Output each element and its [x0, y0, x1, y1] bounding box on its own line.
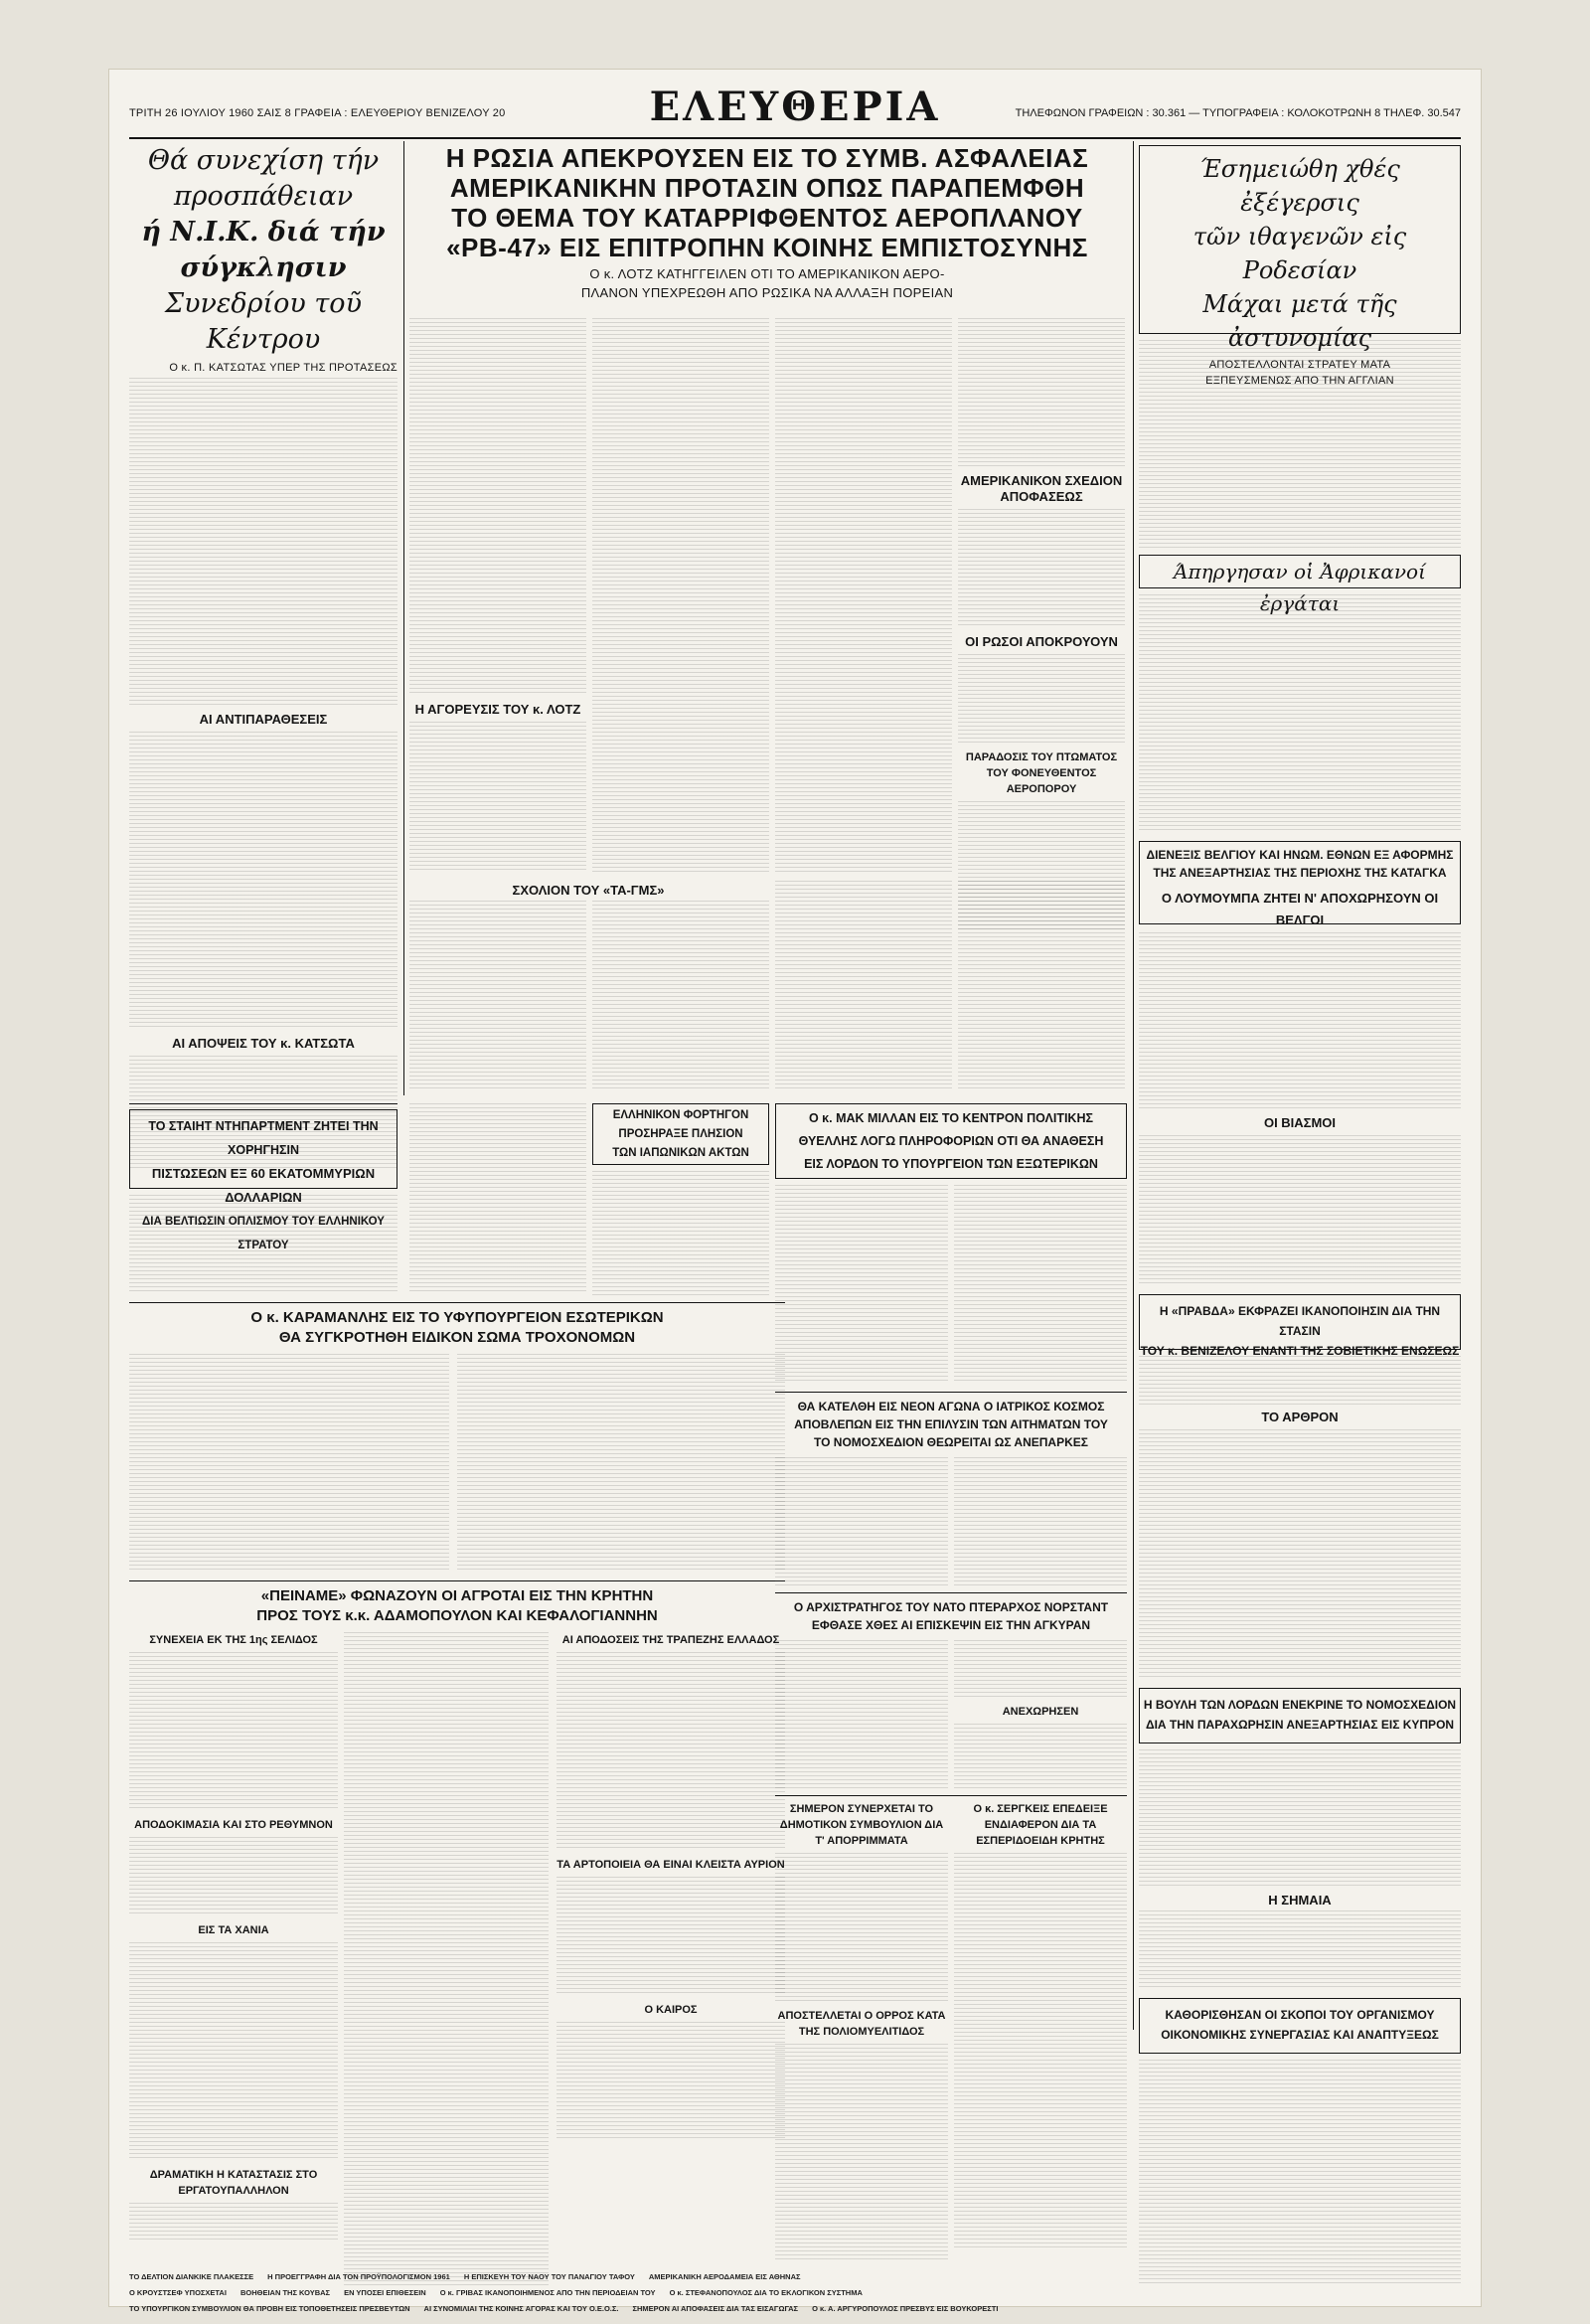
misc-col-a — [409, 1103, 586, 1292]
russia-headline-3: ΤΟ ΘΕΜΑ ΤΟΥ ΚΑΤΑΡΡΙΦΘΕΝΤΟΣ ΑΕΡΟΠΛΑΝΟΥ — [451, 203, 1083, 233]
masthead-title: ΕΛΕΥΘΕΡΙΑ — [649, 83, 941, 130]
article-ntiparta-box — [129, 1109, 398, 1251]
trapeza-body — [556, 1652, 785, 1851]
africa-body — [1139, 594, 1461, 833]
crete-body-1 — [129, 1652, 338, 1811]
arthron-heading: ΤΟ ΑΡΘΡΟΝ — [1261, 1410, 1339, 1424]
grivas-heading: Ο κ. ΓΡΙΒΑΣ ΙΚΑΝΟΠΟΙΗΜΕΝΟΣ ΑΠΟ ΤΗΝ ΠΕΡΙΟΔΕΙΑΝ ΤΟΥ — [439, 2288, 656, 2297]
crete-body-col2 — [344, 1632, 549, 2288]
naos-heading: Η ΕΠΙΣΚΕΥΗ ΤΟΥ ΝΑΟΥ ΤΟΥ ΠΑΝΑΓΙΟΥ ΤΑΦΟΥ — [463, 2272, 635, 2281]
nato-headline-1: Ο ΑΡΧΙΣΤΡΑΤΗΓΟΣ ΤΟΥ ΝΑΤΟ ΠΤΕΡΑΡΧΟΣ ΝΟΡΣΤΑΝΤ — [793, 1600, 1109, 1614]
oecd-headline-1: ΚΑΘΟΡΙΣΘΗΣΑΝ ΟΙ ΣΚΟΠΟΙ ΤΟΥ ΟΡΓΑΝΙΣΜΟΥ — [1165, 2008, 1435, 2022]
sergkeis-body — [954, 1853, 1127, 2250]
arthron-body — [1139, 1429, 1461, 1678]
karamanlis-body-2 — [457, 1354, 785, 1573]
viasmoi-body — [1139, 1135, 1461, 1284]
agora-heading: ΑΙ ΣΥΝΟΜΙΛΙΑΙ ΤΗΣ ΚΟΙΝΗΣ ΑΓΟΡΑΣ ΚΑΙ ΤΟΥ Ο.Ε.Ο.Σ. — [423, 2304, 619, 2313]
karamanlis-headline-1: Ο κ. ΚΑΡΑΜΑΝΛΗΣ ΕΙΣ ΤΟ ΥΦΥΠΟΥΡΓΕΙΟΝ ΕΣΩΤΕΡΙΚΩΝ — [250, 1309, 664, 1326]
pravda-body — [1139, 1356, 1461, 1406]
nik-headline-1: Θά συνεχίση τήν προσπάθειαν — [147, 145, 380, 212]
doctors-headline-2: ΑΠΟΒΛΕΠΩΝ ΕΙΣ ΤΗΝ ΕΠΙΛΥΣΙΝ ΤΩΝ ΑΙΤΗΜΑΤΩΝ ΤΟΥ — [794, 1417, 1108, 1431]
belgium-body — [1139, 932, 1461, 1111]
nato-col2 — [954, 1640, 1127, 1789]
lords-body — [1139, 1749, 1461, 1889]
dimotiko — [775, 1801, 948, 2262]
macmillan-headline-3: ΕΙΣ ΛΟΡΔΟΝ ΤΟ ΥΠΟΥΡΓΕΙΟΝ ΤΩΝ ΕΞΩΤΕΡΙΚΩΝ — [804, 1157, 1098, 1171]
macmillan-body-1 — [775, 1185, 948, 1384]
misc-body-a — [409, 1103, 586, 1292]
masthead-rule — [129, 137, 1461, 139]
lords-headline-2: ΔΙΑ ΤΗΝ ΠΑΡΑΧΩΡΗΣΙΝ ΑΝΕΞΑΡΤΗΣΙΑΣ ΕΙΣ ΚΥΠΡΟΝ — [1145, 1718, 1455, 1732]
oecd-body — [1139, 2060, 1461, 2286]
ntiparta-headline-3: ΔΙΑ ΒΕΛΤΙΩΣΙΝ ΟΠΛΙΣΜΟΥ ΤΟΥ ΕΛΛΗΝΙΚΟΥ ΣΤΡΑΤΟΥ — [142, 1216, 385, 1251]
kroustsef-headline-3: ΕΝ ΥΠΟΣΕΙ ΕΠΙΘΕΣΕΙΝ — [344, 2288, 426, 2297]
karamanlis-body-1 — [129, 1354, 449, 1573]
macmillan-headline-1: Ο κ. ΜΑΚ ΜΙΛΛΑΝ ΕΙΣ ΤΟ ΚΕΝΤΡΟΝ ΠΟΛΙΤΙΚΗΣ — [808, 1111, 1093, 1125]
anexorisen-heading: ΑΝΕΧΩΡΗΣΕΝ — [1002, 1706, 1079, 1718]
kairos-heading: Ο ΚΑΙΡΟΣ — [644, 2004, 698, 2016]
ntiparta-body — [129, 1195, 398, 1294]
russia-headline-1: Η ΡΩΣΙΑ ΑΠΕΚΡΟΥΣΕΝ ΕΙΣ ΤΟ ΣΥΜΒ. ΑΣΦΑΛΕΙΑΣ — [445, 143, 1089, 173]
oecd-headline-2: ΟΙΚΟΝΟΜΙΚΗΣ ΣΥΝΕΡΓΑΣΙΑΣ ΚΑΙ ΑΝΑΠΤΥΞΕΩΣ — [1161, 2028, 1439, 2042]
aerodromio-heading: ΑΜΕΡΙΚΑΝΙΚΗ ΑΕΡΟΔΑΜΕΙΑ ΕΙΣ ΑΘΗΝΑΣ — [648, 2272, 801, 2281]
article-rhodesia-box — [1139, 145, 1461, 387]
short-items-strip-3 — [129, 2272, 1461, 2286]
dimotiko-heading: ΣΗΜΕΡΟΝ ΣΥΝΕΡΧΕΤΑΙ ΤΟ ΔΗΜΟΤΙΚΟΝ ΣΥΜΒΟΥΛΙΟΝ ΔΙΑ Τ' ΑΠΟΡΡΙΜΜΑΤΑ — [779, 1803, 944, 1847]
row-rule — [775, 1795, 1127, 1796]
russia-body-col1b — [409, 722, 586, 871]
article-nato — [775, 1598, 1127, 1634]
doctors-body-2 — [954, 1457, 1127, 1586]
rhodesia-sub-2: ΕΞΠΕΥΣΜΕΝΩΣ ΑΠΟ ΤΗΝ ΑΓΓΛΙΑΝ — [1205, 375, 1394, 387]
artopoleia-body — [556, 1877, 785, 1996]
japan-headline-3: ΤΩΝ ΙΑΠΩΝΙΚΩΝ ΑΚΤΩΝ — [612, 1147, 749, 1159]
rosoi-heading: ΟΙ ΡΩΣΟΙ ΑΠΟΚΡΟΥΟΥΝ — [965, 634, 1118, 649]
africa-headline: Άπηργησαν οἱ Ἀφρικανοί ἐργάται — [1174, 560, 1426, 615]
kroustsef-headline-2: ΒΟΗΘΕΙΑΝ ΤΗΣ ΚΟΥΒΑΣ — [239, 2288, 331, 2297]
ston-ptaina-heading: ΔΡΑΜΑΤΙΚΗ Η ΚΑΤΑΣΤΑΣΙΣ ΣΤΟ ΕΡΓΑΤΟΥΠΑΛΛΗΛΟΝ — [149, 2169, 318, 2197]
simaia — [1139, 1893, 1461, 1909]
arthron — [1139, 1410, 1461, 1425]
russia-body-col4e — [958, 881, 1125, 1089]
doctors-headline-1: ΘΑ ΚΑΤΕΛΘΗ ΕΙΣ ΝΕΟΝ ΑΓΩΝΑ Ο ΙΑΤΡΙΚΟΣ ΚΟΣΜΟΣ — [797, 1400, 1105, 1413]
russia-body-col3b — [775, 881, 952, 1089]
doctors-body-1 — [775, 1457, 948, 1586]
misc-col-b — [556, 1632, 785, 2141]
masthead — [129, 83, 1461, 131]
rhodesia-sub-1: ΑΠΟΣΤΕΛΛΟΝΤΑΙ ΣΤΡΑΤΕΥ ΜΑΤΑ — [1208, 359, 1391, 371]
row-rule — [775, 1392, 1127, 1393]
row-rule — [129, 1580, 785, 1581]
anexorisen-body — [954, 1724, 1127, 1789]
japan-body — [592, 1171, 769, 1296]
article-russia — [409, 143, 1125, 304]
article-nik — [129, 143, 398, 1170]
viasmoi-heading: ΟΙ ΒΙΑΣΜΟΙ — [1263, 1115, 1337, 1130]
sxolion — [409, 883, 767, 899]
crete-apodokimasia: ΑΠΟΔΟΚΙΜΑΣΙΑ ΚΑΙ ΣΤΟ ΡΕΘΥΜΝΟΝ — [134, 1819, 333, 1831]
lotz-heading: Η ΑΓΟΡΕΥΣΙΣ ΤΟΥ κ. ΛΟΤΖ — [414, 702, 581, 717]
crete-headline-1: «ΠΕΙΝΑΜΕ» ΦΩΝΑΖΟΥΝ ΟΙ ΑΓΡΟΤΑΙ ΕΙΣ ΤΗΝ ΚΡΗΤΗΝ — [260, 1587, 654, 1604]
article-belgium-box — [1139, 841, 1461, 927]
article-crete — [129, 1586, 785, 1626]
russia-body-col3 — [775, 318, 952, 875]
japan-headline-1: ΕΛΛΗΝΙΚΟΝ ΦΟΡΤΗΓΟΝ — [612, 1109, 749, 1121]
russia-sub-1: Ο κ. ΛΟΤΖ ΚΑΤΗΓΓΕΙΛΕΝ ΟΤΙ ΤΟ ΑΜΕΡΙΚΑΝΙΚΟΝ ΑΕΡΟ- — [589, 266, 945, 281]
nik-antiparatheseis: ΑΙ ΑΝΤΙΠΑΡΑΘΕΣΕΙΣ — [199, 712, 328, 727]
short-items-strip-2 — [129, 2304, 1461, 2318]
russia-headline-2: ΑΜΕΡΙΚΑΝΙΚΗΝ ΠΡΟΤΑΣΙΝ ΟΠΩΣ ΠΑΡΑΠΕΜΦΘΗ — [449, 173, 1085, 203]
pravda-headline-1: Η «ΠΡΑΒΔΑ» ΕΚΦΡΑΖΕΙ ΙΚΑΝΟΠΟΙΗΣΙΝ ΔΙΑ ΤΗΝ ΣΤΑΣΙΝ — [1159, 1304, 1441, 1338]
orros-heading: ΑΠΟΣΤΕΛΛΕΤΑΙ Ο ΟΡΡΟΣ ΚΑΤΑ ΤΗΣ ΠΟΛΙΟΜΥΕΛΙΤΙΔΟΣ — [777, 2010, 946, 2038]
nik-headline-3: Συνεδρίου τοῦ Κέντρου — [165, 288, 362, 355]
belgium-sub: Ο ΛΟΥΜΟΥΜΠΑ ΖΗΤΕΙ Ν' ΑΠΟΧΩΡΗΣΟΥΝ ΟΙ ΒΕΛΓΟΙ — [1161, 891, 1439, 927]
masthead-phones: ΤΗΛΕΦΩΝΟΝ ΓΡΑΦΕΙΩΝ : 30.361 — ΤΥΠΟΓΡΑΦΕΙΑ : ΚΟΛΟΚΟΤΡΩΝΗ 8 ΤΗΛΕΦ. 30.547 — [1015, 107, 1461, 119]
russia-lotz — [409, 702, 586, 718]
lords-headline-1: Η ΒΟΥΛΗ ΤΩΝ ΛΟΡΔΩΝ ΕΝΕΚΡΙΝΕ ΤΟ ΝΟΜΟΣΧΕΔΙΟΝ — [1143, 1698, 1457, 1712]
column-rule — [403, 141, 404, 1095]
newspaper-page — [109, 70, 1481, 2306]
row-rule — [129, 1302, 785, 1303]
russia-body-col1 — [409, 318, 586, 696]
sxolion-heading: ΣΧΟΛΙΟΝ ΤΟΥ «ΤΑ-ΓΜΣ» — [512, 883, 665, 898]
article-africa-box — [1139, 555, 1461, 615]
trapeza-heading: ΑΙ ΑΠΟΔΟΣΕΙΣ ΤΗΣ ΤΡΑΠΕΖΗΣ ΕΛΛΑΔΟΣ — [561, 1634, 780, 1646]
russia-col4 — [958, 318, 1125, 930]
article-oecd-box — [1139, 1998, 1461, 2054]
ntiparta-headline-1: ΤΟ ΣΤΑΙΗΤ ΝΤΗΠΑΡΤΜΕΝΤ ΖΗΤΕΙ ΤΗΝ ΧΟΡΗΓΗΣΙΝ — [148, 1119, 379, 1157]
column-rule — [1133, 141, 1134, 2030]
deltion-heading: ΤΟ ΔΕΛΤΙΟΝ ΔΙΑΝΚΙΚΕ ΠΛΑΚΕΣΣΕ — [129, 2272, 254, 2281]
ntiparta-headline-2: ΠΙΣΤΩΣΕΩΝ ΕΞ 60 ΕΚΑΤΟΜΜΥΡΙΩΝ ΔΟΛΛΑΡΙΩΝ — [151, 1166, 376, 1205]
nik-sub: Ο κ. Π. ΚΑΤΣΩΤΑΣ ΥΠΕΡ ΤΗΣ ΠΡΟΤΑΣΕΩΣ — [169, 362, 398, 374]
crete-body-3 — [129, 1942, 338, 2161]
article-japan-box — [592, 1103, 769, 1165]
crete-xania: ΕΙΣ ΤΑ ΧΑΝΙΑ — [198, 1924, 269, 1936]
belgium-headline-2: ΤΗΣ ΑΝΕΞΑΡΤΗΣΙΑΣ ΤΗΣ ΠΕΡΙΟΧΗΣ ΤΗΣ ΚΑΤΑΓΚΑ — [1153, 866, 1447, 880]
masthead-date-line: ΤΡΙΤΗ 26 ΙΟΥΛΙΟΥ 1960 ΣΑΙΣ 8 ΓΡΑΦΕΙΑ : ΕΛΕΥΘΕΡΙΟΥ ΒΕΝΙΖΕΛΟΥ 20 — [129, 107, 506, 119]
artopoleia-heading: ΤΑ ΑΡΤΟΠΟΙΕΙΑ ΘΑ ΕΙΝΑΙ ΚΛΕΙΣΤΑ ΑΥΡΙΟΝ — [556, 1859, 785, 1871]
short-items-strip — [129, 2288, 1461, 2302]
nik-body — [129, 378, 398, 706]
crete-body-4 — [129, 2203, 338, 2242]
simaia-heading: Η ΣΗΜΑΙΑ — [1268, 1893, 1332, 1908]
row-rule — [129, 1103, 398, 1104]
crete-synexeia: ΣΥΝΕΧΕΙΑ ΕΚ ΤΗΣ 1ης ΣΕΛΙΔΟΣ — [149, 1634, 318, 1646]
simaia-body — [1139, 1910, 1461, 1990]
rhodesia-headline-2: τῶν ιθαγενῶν εἰς Ροδεσίαν — [1192, 223, 1407, 284]
russia-body-col4c — [958, 654, 1125, 744]
article-karamanlis — [129, 1308, 785, 1348]
russia-body-col4b — [958, 509, 1125, 628]
eisagoges-heading: ΣΗΜΕΡΟΝ ΑΙ ΑΠΟΦΑΣΕΙΣ ΔΙΑ ΤΑΣ ΕΙΣΑΓΩΓΑΣ — [632, 2304, 799, 2313]
russia-body-col4a — [958, 318, 1125, 467]
stefanopoulos-heading: Ο κ. ΣΤΕΦΑΝΟΠΟΥΛΟΣ ΔΙΑ ΤΟ ΕΚΛΟΓΙΚΟΝ ΣΥΣΤΗΜΑ — [669, 2288, 863, 2297]
rhodesia-headline-3: Μάχαι μετά τῆς ἀστυνομίας — [1202, 290, 1397, 352]
russia-headline-4: «ΡΒ-47» ΕΙΣ ΕΠΙΤΡΟΠΗΝ ΚΟΙΝΗΣ ΕΜΠΙΣΤΟΣΥΝΗΣ — [446, 233, 1088, 262]
viasmoi — [1139, 1115, 1461, 1131]
article-pravda-box — [1139, 1294, 1461, 1358]
macmillan-body-2 — [954, 1185, 1127, 1384]
lotz-body-2 — [409, 901, 586, 1089]
article-lords-box — [1139, 1688, 1461, 1743]
nik-apopseis: ΑΙ ΑΠΟΨΕΙΣ ΤΟΥ κ. ΚΑΤΣΩΤΑ — [172, 1036, 355, 1051]
rhodesia-headline-1: Έσημειώθη χθές ἐξέγερσις — [1199, 155, 1400, 217]
nik-body-2 — [129, 732, 398, 1030]
symvoulio-heading: ΤΟ ΥΠΟΥΡΓΙΚΟΝ ΣΥΜΒΟΥΛΙΟΝ ΘΑ ΠΡΟΒΗ ΕΙΣ ΤΟΠΟΘΕΤΗΣΕΙΣ ΠΡΕΣΒΕΥΤΩΝ — [129, 2304, 410, 2313]
crete-headline-2: ΠΡΟΣ ΤΟΥΣ κ.κ. ΑΔΑΜΟΠΟΥΛΟΝ ΚΑΙ ΚΕΦΑΛΟΓΙΑΝΝΗΝ — [256, 1607, 658, 1624]
macmillan-headline-2: ΘΥΕΛΛΗΣ ΛΟΓΩ ΠΛΗΡΟΦΟΡΙΩΝ ΟΤΙ ΘΑ ΑΝΑΘΕΣΗ — [798, 1134, 1104, 1148]
nato-body-2 — [954, 1640, 1127, 1700]
proeggrafi-heading: Η ΠΡΟΕΓΓΡΑΦΗ ΔΙΑ ΤΟΝ ΠΡΟΫΠΟΛΟΓΙΣΜΟΝ 1961 — [267, 2272, 450, 2281]
orros-body — [775, 2044, 948, 2262]
rhodesia-body — [1139, 340, 1461, 549]
japan-headline-2: ΠΡΟΣΗΡΑΞΕ ΠΛΗΣΙΟΝ — [618, 1128, 743, 1140]
amerikanikon-heading: ΑΜΕΡΙΚΑΝΙΚΟΝ ΣΧΕΔΙΟΝ ΑΠΟΦΑΣΕΩΣ — [960, 473, 1123, 504]
kroustsef-headline-1: Ο ΚΡΟΥΣΤΣΕΦ ΥΠΟΣΧΕΤΑΙ — [129, 2288, 227, 2297]
kairos-body — [556, 2022, 785, 2141]
russia-body-col2 — [592, 318, 769, 875]
dimotiko-body — [775, 1853, 948, 2002]
nik-headline-2: ή Ν.Ι.Κ. διά τήν σύγκλησιν — [141, 217, 386, 283]
article-doctors — [775, 1398, 1127, 1451]
article-macmillan-box — [775, 1103, 1127, 1179]
row-rule — [775, 1592, 1127, 1593]
crete-body-2 — [129, 1837, 338, 1916]
sergkeis-heading: Ο κ. ΣΕΡΓΚΕΙΣ ΕΠΕΔΕΙΞΕ ΕΝΔΙΑΦΕΡΟΝ ΔΙΑ ΤΑ ΕΣΠΕΡΙΔΟΕΙΔΗ ΚΡΗΤΗΣ — [973, 1803, 1108, 1847]
russia-sub-2: ΠΛΑΝΟΝ ΥΠΕΧΡΕΩΘΗ ΑΠΟ ΡΩΣΙΚΑ ΝΑ ΑΛΛΑΞΗ ΠΟΡΕΙΑΝ — [580, 285, 954, 300]
crete-col1 — [129, 1632, 338, 2242]
sergkeis — [954, 1801, 1127, 2250]
nato-body-1 — [775, 1640, 948, 1789]
belgium-headline-1: ΔΙΕΝΕΞΙΣ ΒΕΛΓΙΟΥ ΚΑΙ ΗΝΩΜ. ΕΘΝΩΝ ΕΞ ΑΦΟΡΜΗΣ — [1146, 848, 1454, 862]
argyropoulos-heading: Ο κ. Α. ΑΡΓΥΡΟΠΟΥΛΟΣ ΠΡΕΣΒΥΣ ΕΙΣ ΒΟΥΚΟΡΕΣΤΙ — [812, 2304, 999, 2313]
pravda-headline-2: ΤΟΥ κ. ΒΕΝΙΖΕΛΟΥ ΕΝΑΝΤΙ ΤΗΣ ΣΟΒΙΕΤΙΚΗΣ ΕΝΩΣΕΩΣ — [1140, 1344, 1460, 1358]
sxolion-body — [592, 901, 769, 1089]
doctors-headline-3: ΤΟ ΝΟΜΟΣΧΕΔΙΟΝ ΘΕΩΡΕΙΤΑΙ ΩΣ ΑΝΕΠΑΡΚΕΣ — [814, 1435, 1088, 1449]
paradosi-heading: ΠΑΡΑΔΟΣΙΣ ΤΟΥ ΠΤΩΜΑΤΟΣ ΤΟΥ ΦΟΝΕΥΘΕΝΤΟΣ ΑΕΡΟΠΟΡΟΥ — [965, 751, 1118, 795]
nato-headline-2: ΕΦΘΑΣΕ ΧΘΕΣ ΑΙ ΕΠΙΣΚΕΨΙΝ ΕΙΣ ΤΗΝ ΑΓΚΥΡΑΝ — [811, 1618, 1091, 1632]
karamanlis-headline-2: ΘΑ ΣΥΓΚΡΟΤΗΘΗ ΕΙΔΙΚΟΝ ΣΩΜΑ ΤΡΟΧΟΝΟΜΩΝ — [278, 1329, 636, 1346]
